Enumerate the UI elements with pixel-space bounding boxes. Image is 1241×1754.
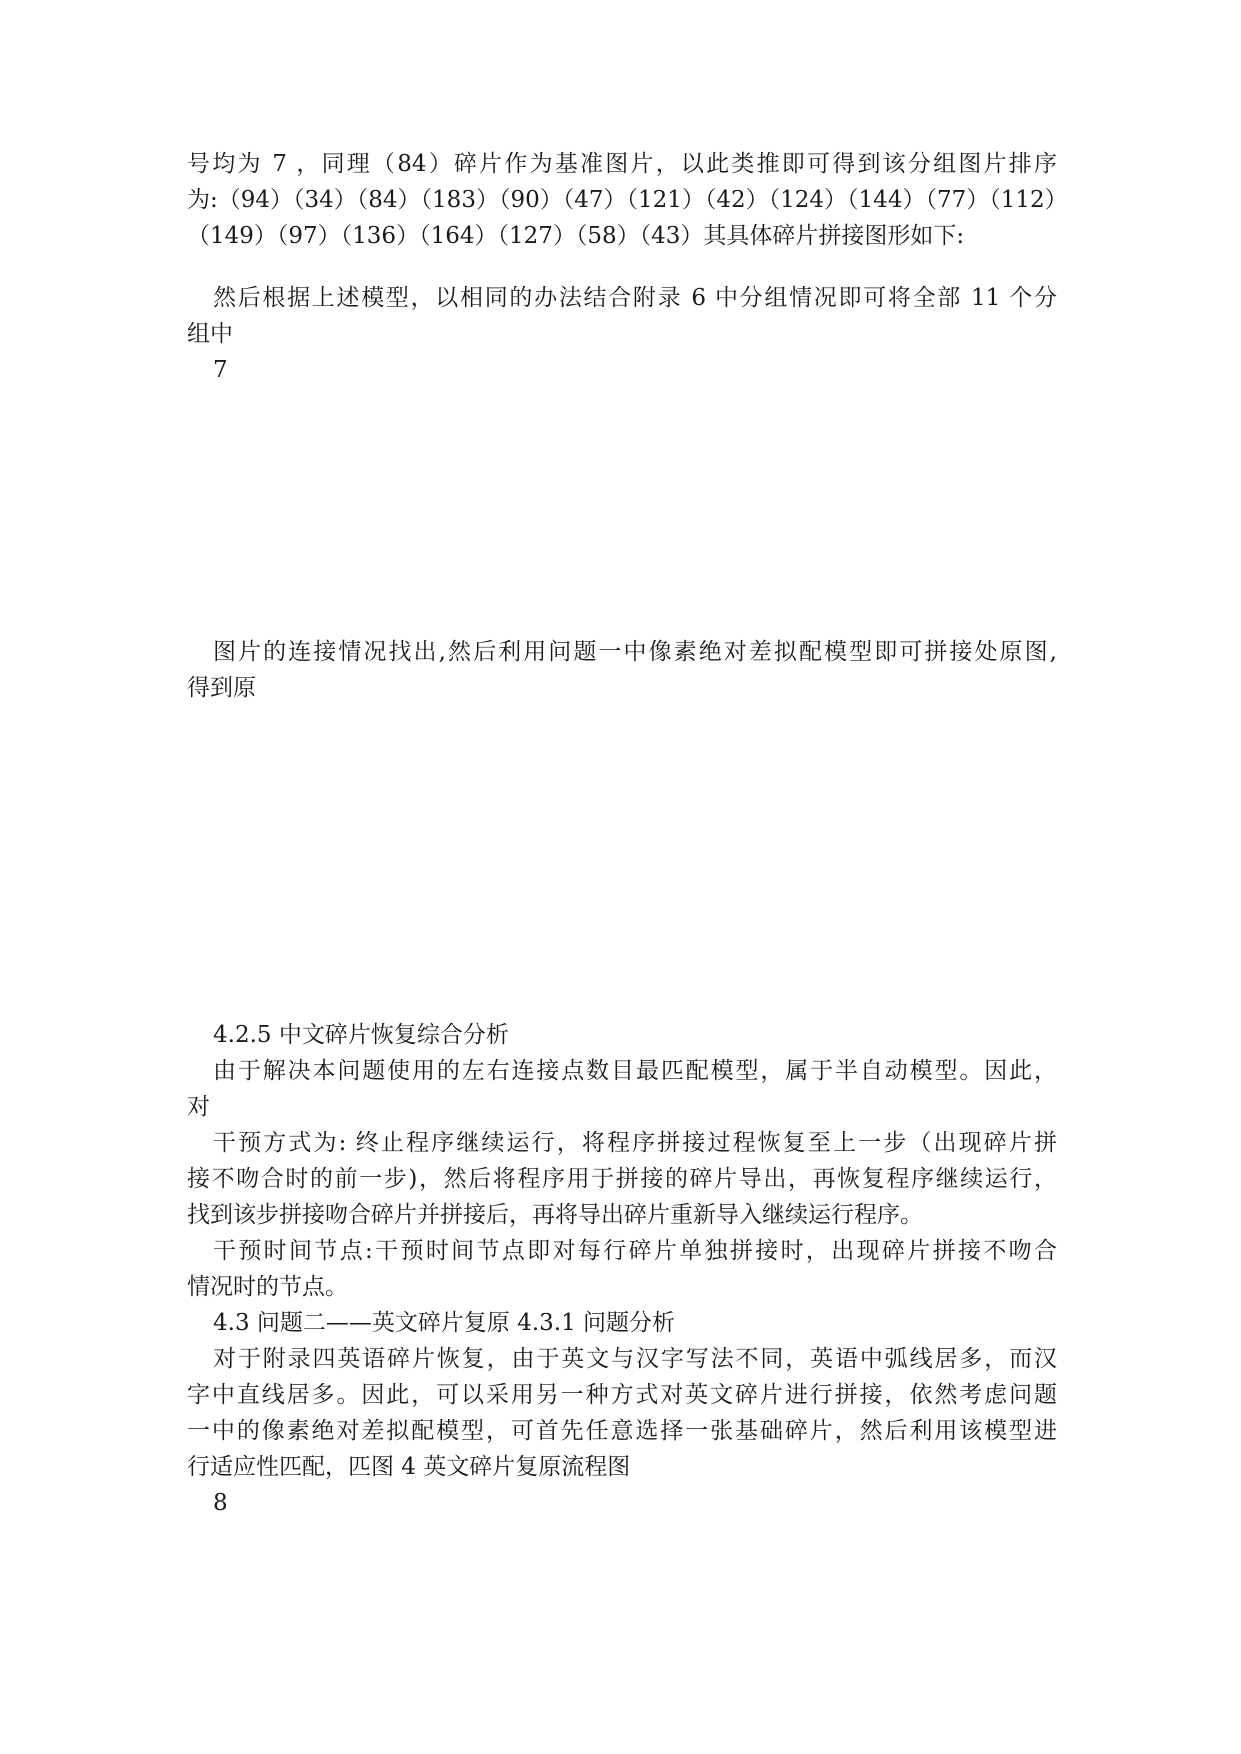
text-line: 图片的连接情况找出,然后利用问题一中像素绝对差拟配模型即可拼接处原图, (213, 639, 1057, 665)
text-line: 组中 (187, 321, 233, 347)
section-4-2-5 (187, 1017, 1057, 1305)
paragraph-fragment-order (187, 146, 1068, 254)
section-heading: 4.2.5 中文碎片恢复综合分析 (213, 1022, 509, 1048)
text-line: 对于附录四英语碎片恢复，由于英文与汉字写法不同，英语中弧线居多，而汉 (213, 1346, 1057, 1372)
text-line: 一中的像素绝对差拟配模型，可首先任意选择一张基础碎片，然后利用该模型进 (187, 1418, 1057, 1444)
text-line: 情况时的节点。 (187, 1274, 348, 1300)
text-line: 字中直线居多。因此，可以采用另一种方式对英文碎片进行拼接，依然考虑问题 (187, 1382, 1057, 1408)
paragraph-model-grouping (187, 280, 1057, 388)
text-line: 由于解决本问题使用的左右连接点数目最匹配模型，属于半自动模型。因此， (213, 1058, 1057, 1084)
section-heading: 4.3 问题二——英文碎片复原 4.3.1 问题分析 (213, 1310, 676, 1336)
paragraph-connection (187, 634, 1057, 706)
text-line: 接不吻合时的前一步)，然后将程序用于拼接的碎片导出，再恢复程序继续运行， (187, 1166, 1057, 1192)
text-line: 行适应性匹配，匹图 4 英文碎片复原流程图 (187, 1454, 631, 1480)
text-line: 干预方式为: 终止程序继续运行，将程序拼接过程恢复至上一步（出现碎片拼 (213, 1130, 1057, 1156)
page-number: 7 (213, 357, 228, 383)
text-line: 对 (187, 1094, 210, 1120)
text-line: 干预时间节点:干预时间节点即对每行碎片单独拼接时，出现碎片拼接不吻合 (213, 1238, 1057, 1264)
text-line: 得到原 (187, 675, 256, 701)
page-number: 8 (213, 1490, 228, 1516)
text-line: 号均为 7 ，同理（84）碎片作为基准图片，以此类推即可得到该分组图片排序 (187, 151, 1057, 177)
text-line: 为:（94）（34）（84）（183）（90）（47）（121）（42）（124）（144）（77）（112） (187, 187, 1068, 213)
text-line: 找到该步拼接吻合碎片并拼接后，再将导出碎片重新导入继续运行程序。 (187, 1202, 923, 1228)
text-line: （149）（97）（136）（164）（127）（58）（43）其具体碎片拼接图形如下: (187, 223, 965, 249)
text-line: 然后根据上述模型，以相同的办法结合附录 6 中分组情况即可将全部 11 个分 (213, 285, 1057, 311)
section-4-3 (187, 1305, 1057, 1521)
